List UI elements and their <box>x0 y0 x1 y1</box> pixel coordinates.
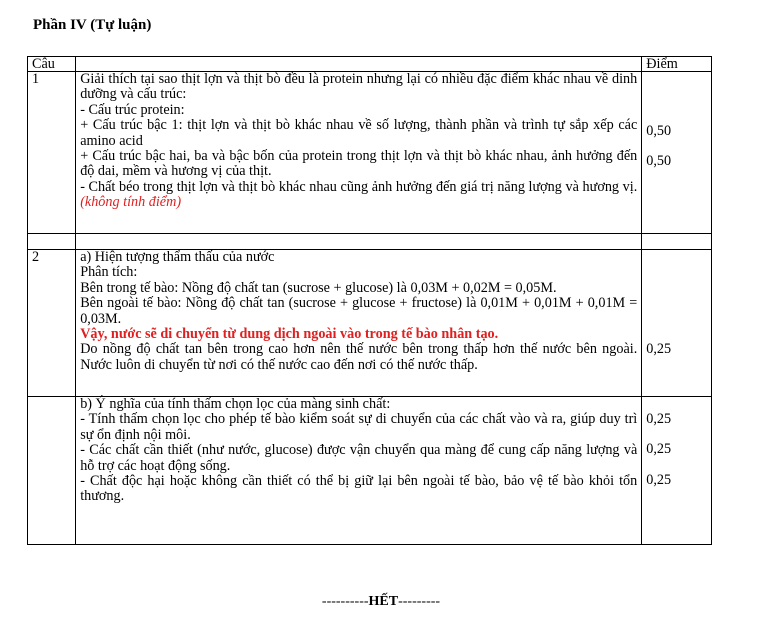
score-cell <box>642 250 712 397</box>
answer-line: + Cấu trúc bậc hai, ba và bậc bốn của protein trong thịt lợn và thịt bò khác nhau, ảnh hưởng đến độ dai, mềm và hương vị của thịt. <box>80 148 638 180</box>
answer-line: - Các chất cần thiết (như nước, glucose) được vận chuyển qua màng để cung cấp năng lượng và hỗ trợ các hoạt động sống. <box>80 442 638 474</box>
answer-line: - Tính thấm chọn lọc cho phép tế bào kiểm soát sự di chuyển của các chất vào và ra, giúp duy trì sự ổn định nội môi. <box>80 411 638 443</box>
answer-line: Phân tích: <box>80 264 138 281</box>
end-marker: ----------HẾT--------- <box>321 594 441 609</box>
section-title: Phần IV (Tự luận) <box>33 17 152 33</box>
end-word: HẾT <box>368 594 399 609</box>
header-score: Điểm <box>642 57 712 72</box>
answer-line: Do nồng độ chất tan bên trong cao hơn nên thế nước bên trong thấp hơn thế nước bên ngoài. Nước luôn di chuyển từ nơi có thế nước cao đến nơi có thế nước thấp. <box>80 341 638 373</box>
header-content <box>76 57 642 72</box>
question-number <box>28 397 76 545</box>
score-cell <box>642 72 712 234</box>
header-question: Câu <box>28 57 76 72</box>
score-value: 0,25 <box>646 441 672 458</box>
answer-content <box>76 250 642 397</box>
answer-table <box>27 56 712 545</box>
answer-line: Bên trong tế bào: Nồng độ chất tan (sucrose + glucose) là 0,03M + 0,02M = 0,05M. <box>80 279 557 296</box>
answer-line: + Cấu trúc bậc 1: thịt lợn và thịt bò khác nhau về số lượng, thành phần và trình tự sắp xếp các amino acid <box>80 117 638 149</box>
conclusion-highlight: Vậy, nước sẽ di chuyển từ dung dịch ngoài vào trong tế bào nhân tạo. <box>80 326 499 343</box>
spacer-row <box>28 234 712 250</box>
score-value: 0,50 <box>646 123 672 139</box>
score-value: 0,50 <box>646 153 672 170</box>
answer-content <box>76 397 642 545</box>
answer-line: a) Hiện tượng thẩm thấu của nước <box>80 249 275 265</box>
question-number: 1 <box>28 72 76 234</box>
score-cell <box>642 397 712 545</box>
score-value: 0,25 <box>646 411 672 427</box>
no-score-note: (không tính điểm) <box>80 194 182 211</box>
answer-line: Bên ngoài tế bào: Nồng độ chất tan (sucrose + glucose + fructose) là 0,01M + 0,01M + 0,01M = 0,03M. <box>80 295 638 327</box>
answer-line: - Cấu trúc protein: <box>80 101 185 118</box>
answer-line: b) Ý nghĩa của tính thấm chọn lọc của màng sinh chất: <box>80 396 391 412</box>
answer-line: - Chất độc hại hoặc không cần thiết có thể bị giữ lại bên ngoài tế bào, bảo vệ tế bào khỏi tổn thương. <box>80 473 638 505</box>
table-header-row <box>28 57 712 72</box>
answer-text: - Chất béo trong thịt lợn và thịt bò khác nhau cũng ảnh hưởng đến giá trị năng lượng và hương vị. <box>80 178 638 195</box>
answer-content <box>76 72 642 234</box>
score-value: 0,25 <box>646 471 672 488</box>
table-row <box>28 72 712 234</box>
table-row <box>28 250 712 397</box>
table-row <box>28 397 712 545</box>
question-number: 2 <box>28 250 76 397</box>
score-value: 0,25 <box>646 341 672 357</box>
answer-line <box>80 180 637 211</box>
answer-line: Giải thích tại sao thịt lợn và thịt bò đều là protein nhưng lại có nhiều đặc điểm khác nhau về dinh dưỡng và cấu trúc: <box>80 71 638 103</box>
